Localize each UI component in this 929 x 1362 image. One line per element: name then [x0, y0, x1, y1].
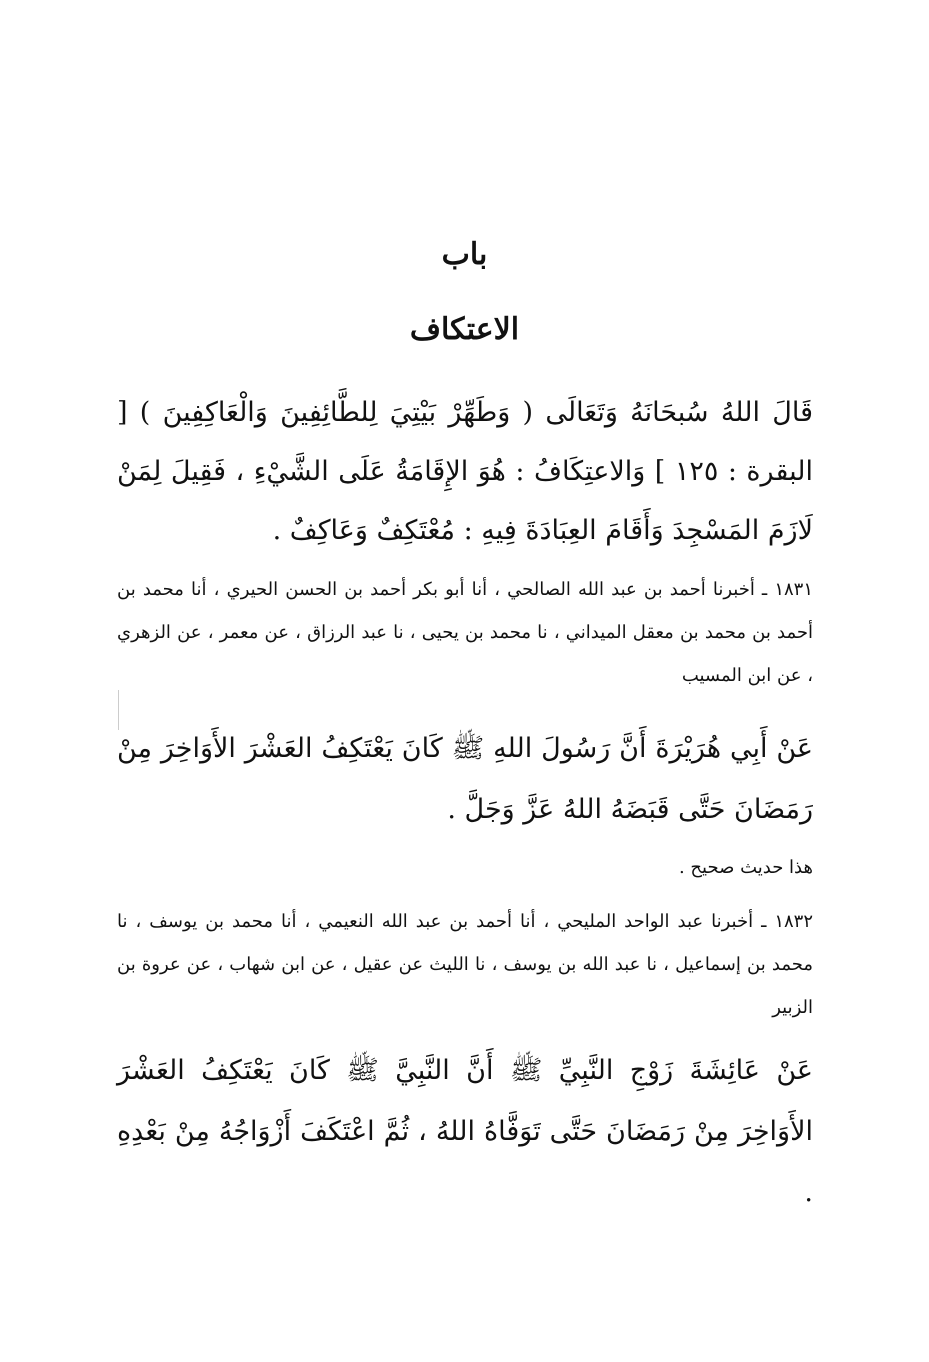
hadith-2-matn: عَنْ عَائِشَةَ زَوْجِ النَّبِيِّ ﷺ أَنَّ النَّبِيَّ ﷺ كَانَ يَعْتَكِفُ العَشْرَ الأَوَاخِرَ مِنْ رَمَضَانَ حَتَّى تَوَفَّاهُ اللهُ ، ثُمَّ اعْتَكَفَ أَزْوَاجُهُ مِنْ بَعْدِهِ . [117, 1055, 813, 1208]
hadith-1-grade: هذا حديث صحيح . [678, 857, 813, 878]
chapter-label: باب [441, 237, 488, 272]
hadith-1-matn: عَنْ أَبِي هُرَيْرَةَ أَنَّ رَسُولَ اللهِ ﷺ كَانَ يَعْتَكِفُ العَشْرَ الأَوَاخِرَ مِنْ رَمَضَانَ حَتَّى قَبَضَهُ اللهُ عَزَّ وَجَلَّ . [117, 733, 813, 825]
hadith-1-isnad: ١٨٣١ ـ أخبرنا أحمد بن عبد الله الصالحي ، أنا أبو بكر أحمد بن الحسن الحيري ، أنا محمد بن أحمد بن محمد بن معقل الميداني ، نا محمد بن يحيى ، نا عبد الرزاق ، عن معمر ، عن الزهري ، عن ابن المسيب [117, 579, 813, 686]
chapter-title: الاعتكاف [409, 312, 520, 347]
intro-paragraph: قَالَ اللهُ سُبحَانَهُ وَتَعَالَى ( وَطَهِّرْ بَيْتِيَ لِلطَّائِفِينَ وَالْعَاكِفِينَ ) [ البقرة : ١٢٥ ] وَالاعتِكَافُ : هُوَ الإِقَامَةُ عَلَى الشَّيْءِ ، فَقِيلَ لِمَنْ لَازَمَ المَسْجِدَ وَأَقَامَ العِبَادَةَ فِيهِ : مُعْتَكِفٌ وَعَاكِفٌ . [117, 397, 813, 546]
hadith-2-isnad: ١٨٣٢ ـ أخبرنا عبد الواحد المليحي ، أنا أحمد بن عبد الله النعيمي ، أنا محمد بن يوسف ، نا محمد بن إسماعيل ، نا عبد الله بن يوسف ، نا الليث عن عقيل ، عن ابن شهاب ، عن عروة بن الزبير [117, 911, 813, 1018]
